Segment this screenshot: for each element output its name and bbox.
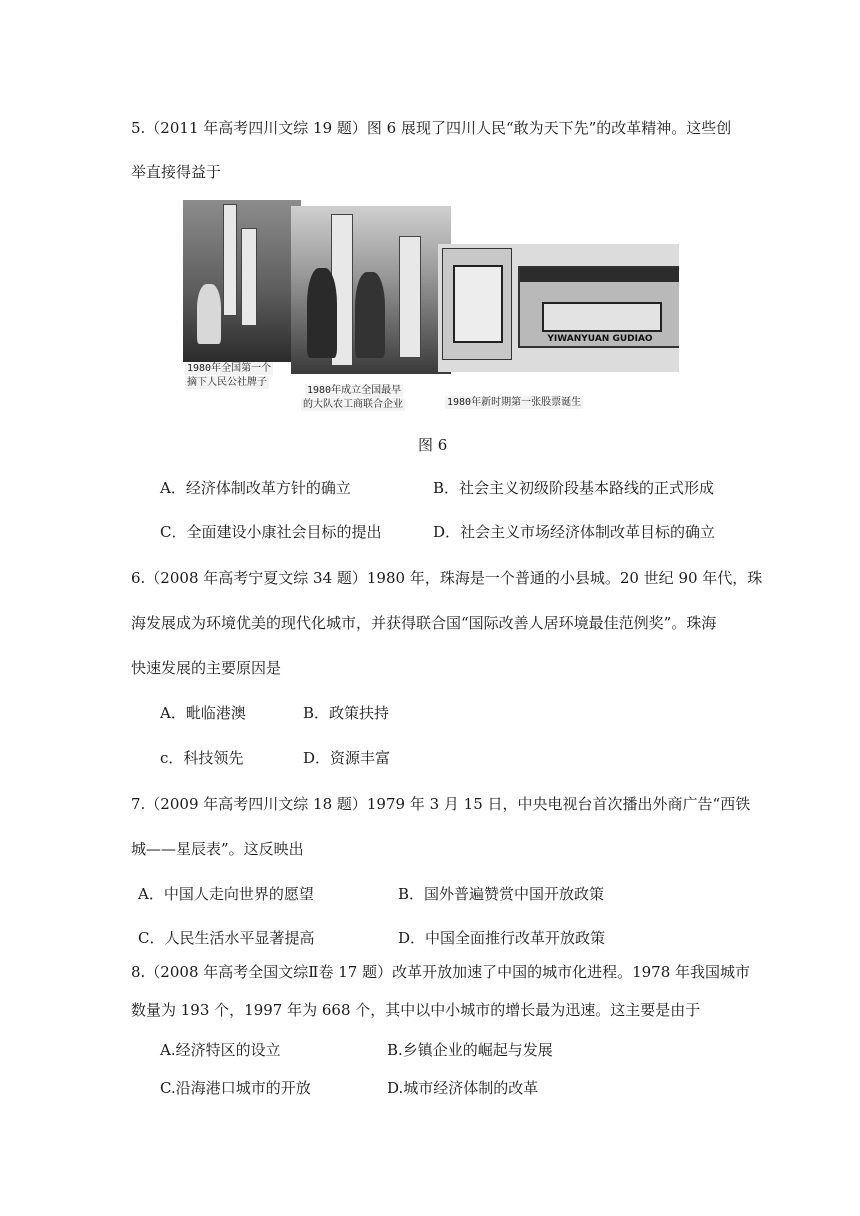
q5-option-c: C．全面建设小康社会目标的提出 [160,523,382,541]
figure-6-photo-collage [183,200,679,420]
photo-first-stock [438,244,679,372]
q7-option-b: B．国外普遍赞赏中国开放政策 [398,885,605,903]
q7-option-c: C．人民生活水平显著提高 [138,929,315,947]
q6-option-a: A．毗临港澳 [160,704,246,722]
q6-option-b: B．政策扶持 [303,704,390,722]
caption-1b: 摘下人民公社牌子 [187,377,267,388]
stock-certificate: YIWANYUAN GUDIAO [518,266,679,348]
q6-stem-line3: 快速发展的主要原因是 [131,659,282,677]
caption-3: 1980年新时期第一张股票诞生 [447,397,582,408]
caption-1a: 1980年全国第一个 [187,363,272,374]
q5-stem-line1: 5.（2011 年高考四川文综 19 题）图 6 展现了四川人民“敢为天下先”的改革精神。这些创 [131,119,732,137]
q6-stem-line1: 6.（2008 年高考宁夏文综 34 题）1980 年，珠海是一个普通的小县城。20 世纪 90 年代，珠 [131,569,763,587]
q8-stem-line1: 8.（2008 年高考全国文综Ⅱ卷 17 题）改革开放加速了中国的城市化进程。1978 年我国城市 [131,963,751,981]
figure-label: 图 6 [418,436,448,454]
q5-option-d: D．社会主义市场经济体制改革目标的确立 [433,523,716,541]
q6-option-c: c．科技领先 [160,749,244,767]
q8-option-a: A.经济特区的设立 [160,1041,281,1059]
q6-option-d: D．资源丰富 [303,749,391,767]
q7-stem-line1: 7.（2009 年高考四川文综 18 题）1979 年 3 月 15 日，中央电视台首次播出外商广告“西铁 [131,795,751,813]
caption-2b: 的大队农工商联合企业 [303,399,403,410]
q8-option-d: D.城市经济体制的改革 [387,1079,539,1097]
q7-option-d: D．中国全面推行改革开放政策 [398,929,606,947]
q5-stem-line2: 举直接得益于 [131,163,222,181]
q8-option-b: B.乡镇企业的崛起与发展 [387,1041,553,1059]
q5-option-a: A．经济体制改革方针的确立 [160,479,351,497]
q5-option-b: B．社会主义初级阶段基本路线的正式形成 [433,479,715,497]
q7-option-a: A．中国人走向世界的愿望 [138,885,314,903]
q6-stem-line2: 海发展成为环境优美的现代化城市，并获得联合国“国际改善人居环境最佳范例奖”。珠海 [131,614,717,632]
caption-2a: 1980年成立全国最早 [307,385,402,396]
q8-option-c: C.沿海港口城市的开放 [160,1079,311,1097]
q7-stem-line2: 城——星辰表”。这反映出 [131,840,304,858]
photo-joint-enterprise [291,206,451,374]
q8-stem-line2: 数量为 193 个，1997 年为 668 个，其中以中小城市的增长最为迅速。这主要是由于 [131,1001,701,1019]
photo-commune-sign [183,200,301,362]
